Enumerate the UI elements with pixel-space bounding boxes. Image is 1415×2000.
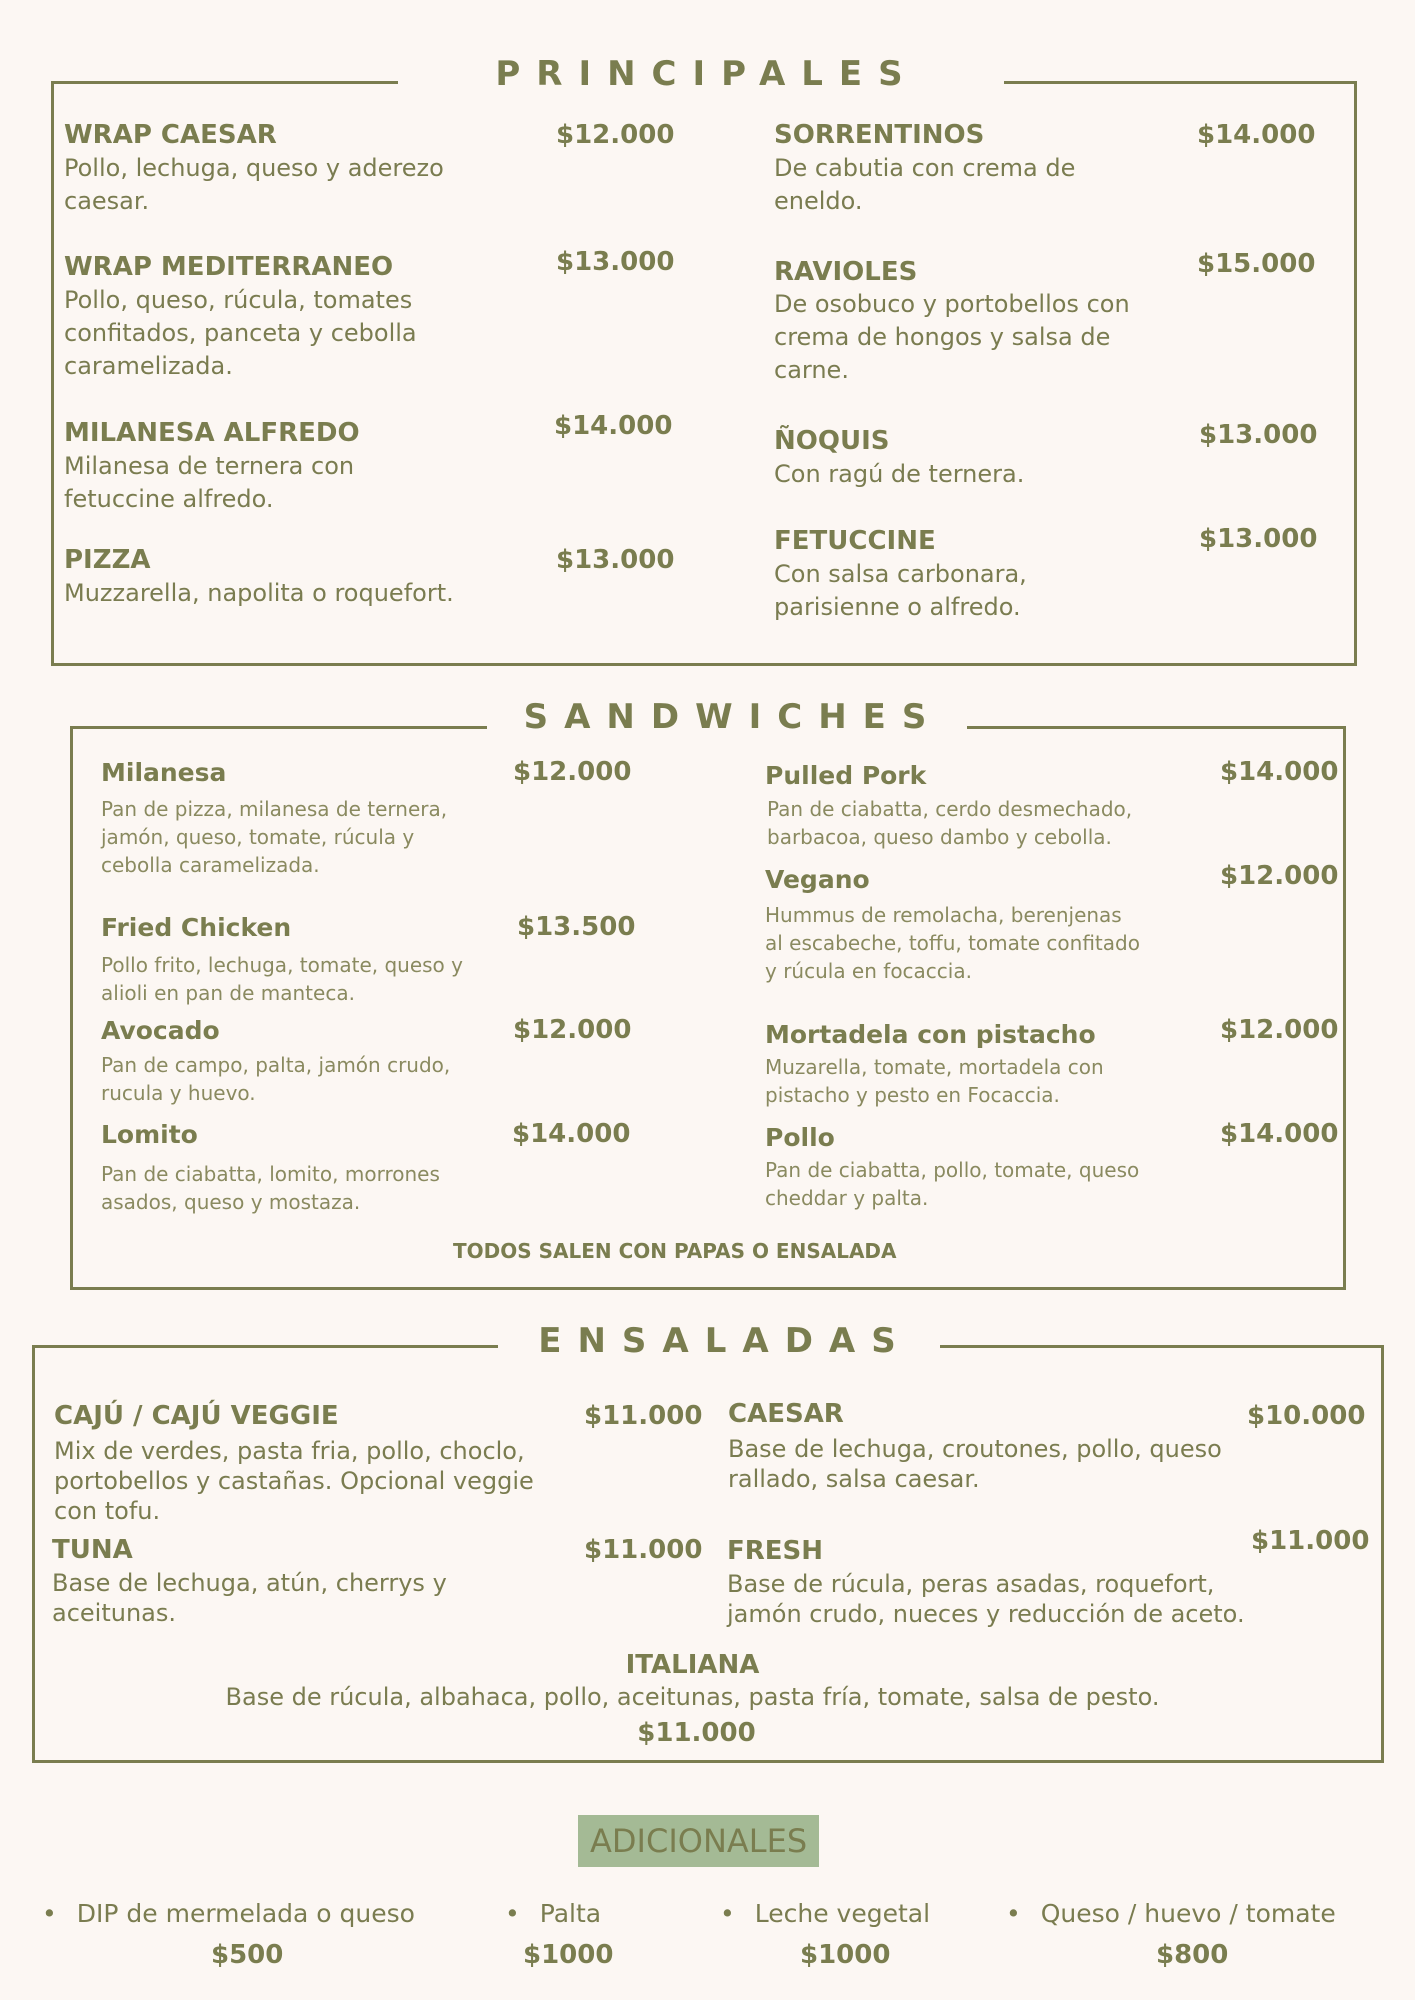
- addon-item: • Palta: [505, 1899, 601, 1928]
- sandwich-price: $14.000: [1220, 1119, 1339, 1149]
- salad-name: CAJÚ / CAJÚ VEGGIE: [54, 1401, 339, 1431]
- menu-item-price: $14.000: [554, 411, 673, 441]
- sandwich-desc: Pan de ciabatta, lomito, morrones asados, queso y mostaza.: [101, 1162, 440, 1214]
- sandwich-desc: Pan de ciabatta, cerdo desmechado, barbacoa, queso dambo y cebolla.: [767, 797, 1133, 849]
- sandwich-desc: Muzarella, tomate, mortadela con pistacho y pesto en Focaccia.: [765, 1055, 1104, 1107]
- addon-price: $1000: [523, 1940, 614, 1970]
- sandwich-name: Lomito: [101, 1120, 198, 1149]
- menu-item-price: $14.000: [1197, 120, 1316, 150]
- sandwich-price: $14.000: [1220, 757, 1339, 787]
- menu-item-desc: Con ragú de ternera.: [774, 460, 1025, 488]
- sandwich-name: Mortadela con pistacho: [765, 1020, 1096, 1049]
- menu-item-price: $13.000: [1199, 420, 1318, 450]
- menu-item-desc: De osobuco y portobellos con crema de hongos y salsa de carne.: [774, 290, 1130, 384]
- menu-item-price: $15.000: [1197, 249, 1316, 279]
- addon-item: • DIP de mermelada o queso: [42, 1899, 415, 1928]
- menu-item-price: $12.000: [556, 120, 675, 150]
- sandwich-note: TODOS SALEN CON PAPAS O ENSALADA: [453, 1239, 897, 1263]
- menu-item-name: WRAP MEDITERRANEO: [64, 252, 394, 282]
- menu-item-desc: Milanesa de ternera con fetuccine alfredo.: [64, 452, 355, 513]
- salad-name: TUNA: [52, 1535, 133, 1565]
- sandwich-name: Pulled Pork: [765, 761, 927, 790]
- sandwich-desc: Pan de campo, palta, jamón crudo, rucula y huevo.: [101, 1053, 451, 1105]
- menu-item-price: $13.000: [556, 545, 675, 575]
- salad-name: ITALIANA: [625, 1650, 760, 1680]
- sandwich-price: $12.000: [1220, 1015, 1339, 1045]
- salad-desc: Base de rúcula, albahaca, pollo, aceitunas, pasta fría, tomate, salsa de pesto.: [225, 1683, 1160, 1711]
- addon-price: $500: [211, 1940, 284, 1970]
- salad-price: $11.000: [584, 1535, 703, 1565]
- menu-item-desc: Muzzarella, napolita o roquefort.: [64, 579, 454, 607]
- salad-price: $11.000: [1251, 1526, 1370, 1556]
- salad-desc: Base de lechuga, atún, cherrys y aceitunas.: [52, 1569, 447, 1627]
- sandwich-price: $12.000: [513, 1015, 632, 1045]
- sandwich-price: $12.000: [1220, 861, 1339, 891]
- sandwich-desc: Pollo frito, lechuga, tomate, queso y alioli en pan de manteca.: [101, 953, 463, 1005]
- menu-item-name: RAVIOLES: [774, 257, 918, 287]
- salad-price: $11.000: [637, 1718, 756, 1748]
- menu-item-name: MILANESA ALFREDO: [64, 418, 360, 448]
- adicionales-title: ADICIONALES: [578, 1815, 819, 1867]
- menu-item-name: ÑOQUIS: [774, 426, 890, 456]
- salad-desc: Base de lechuga, croutones, pollo, queso rallado, salsa caesar.: [728, 1435, 1222, 1493]
- sandwich-price: $14.000: [512, 1119, 631, 1149]
- menu-item-desc: Pollo, lechuga, queso y aderezo caesar.: [64, 154, 444, 215]
- salad-desc: Base de rúcula, peras asadas, roquefort, jamón crudo, nueces y reducción de aceto.: [727, 1570, 1245, 1628]
- sandwich-desc: Hummus de remolacha, berenjenas al escabeche, toffu, tomate confitado y rúcula en focaccia.: [765, 903, 1140, 983]
- menu-item-price: $13.000: [1199, 524, 1318, 554]
- addon-item: • Leche vegetal: [720, 1899, 930, 1928]
- addon-price: $800: [1156, 1940, 1229, 1970]
- menu-item-price: $13.000: [556, 247, 675, 277]
- menu-item-desc: Pollo, queso, rúcula, tomates confitados, panceta y cebolla caramelizada.: [64, 286, 417, 380]
- sandwich-name: Pollo: [765, 1123, 835, 1152]
- addon-price: $1000: [800, 1940, 891, 1970]
- salad-price: $10.000: [1247, 1401, 1366, 1431]
- salad-name: FRESH: [727, 1536, 824, 1566]
- principales-title: PRINCIPALES: [398, 54, 1004, 94]
- addon-item: • Queso / huevo / tomate: [1006, 1899, 1336, 1928]
- menu-item-desc: Con salsa carbonara, parisienne o alfredo.: [774, 560, 1027, 621]
- sandwiches-title: SANDWICHES: [487, 697, 967, 737]
- sandwich-name: Fried Chicken: [101, 913, 292, 942]
- sandwich-desc: Pan de pizza, milanesa de ternera, jamón, queso, tomate, rúcula y cebolla caramelizada.: [101, 797, 448, 877]
- salad-desc: Mix de verdes, pasta fria, pollo, choclo, portobellos y castañas. Opcional veggie con tofu.: [54, 1437, 534, 1525]
- menu-item-name: FETUCCINE: [774, 526, 936, 556]
- sandwich-desc: Pan de ciabatta, pollo, tomate, queso cheddar y palta.: [765, 1158, 1140, 1210]
- sandwich-name: Milanesa: [101, 758, 227, 787]
- menu-item-desc: De cabutia con crema de eneldo.: [774, 154, 1076, 215]
- sandwich-name: Avocado: [101, 1016, 220, 1045]
- sandwich-name: Vegano: [765, 865, 870, 894]
- ensaladas-title: ENSALADAS: [498, 1321, 940, 1361]
- menu-item-name: PIZZA: [64, 545, 151, 575]
- sandwich-price: $12.000: [513, 757, 632, 787]
- salad-name: CAESAR: [728, 1399, 844, 1429]
- salad-price: $11.000: [584, 1401, 703, 1431]
- menu-item-name: WRAP CAESAR: [64, 120, 277, 150]
- menu-item-name: SORRENTINOS: [774, 120, 985, 150]
- sandwich-price: $13.500: [517, 912, 636, 942]
